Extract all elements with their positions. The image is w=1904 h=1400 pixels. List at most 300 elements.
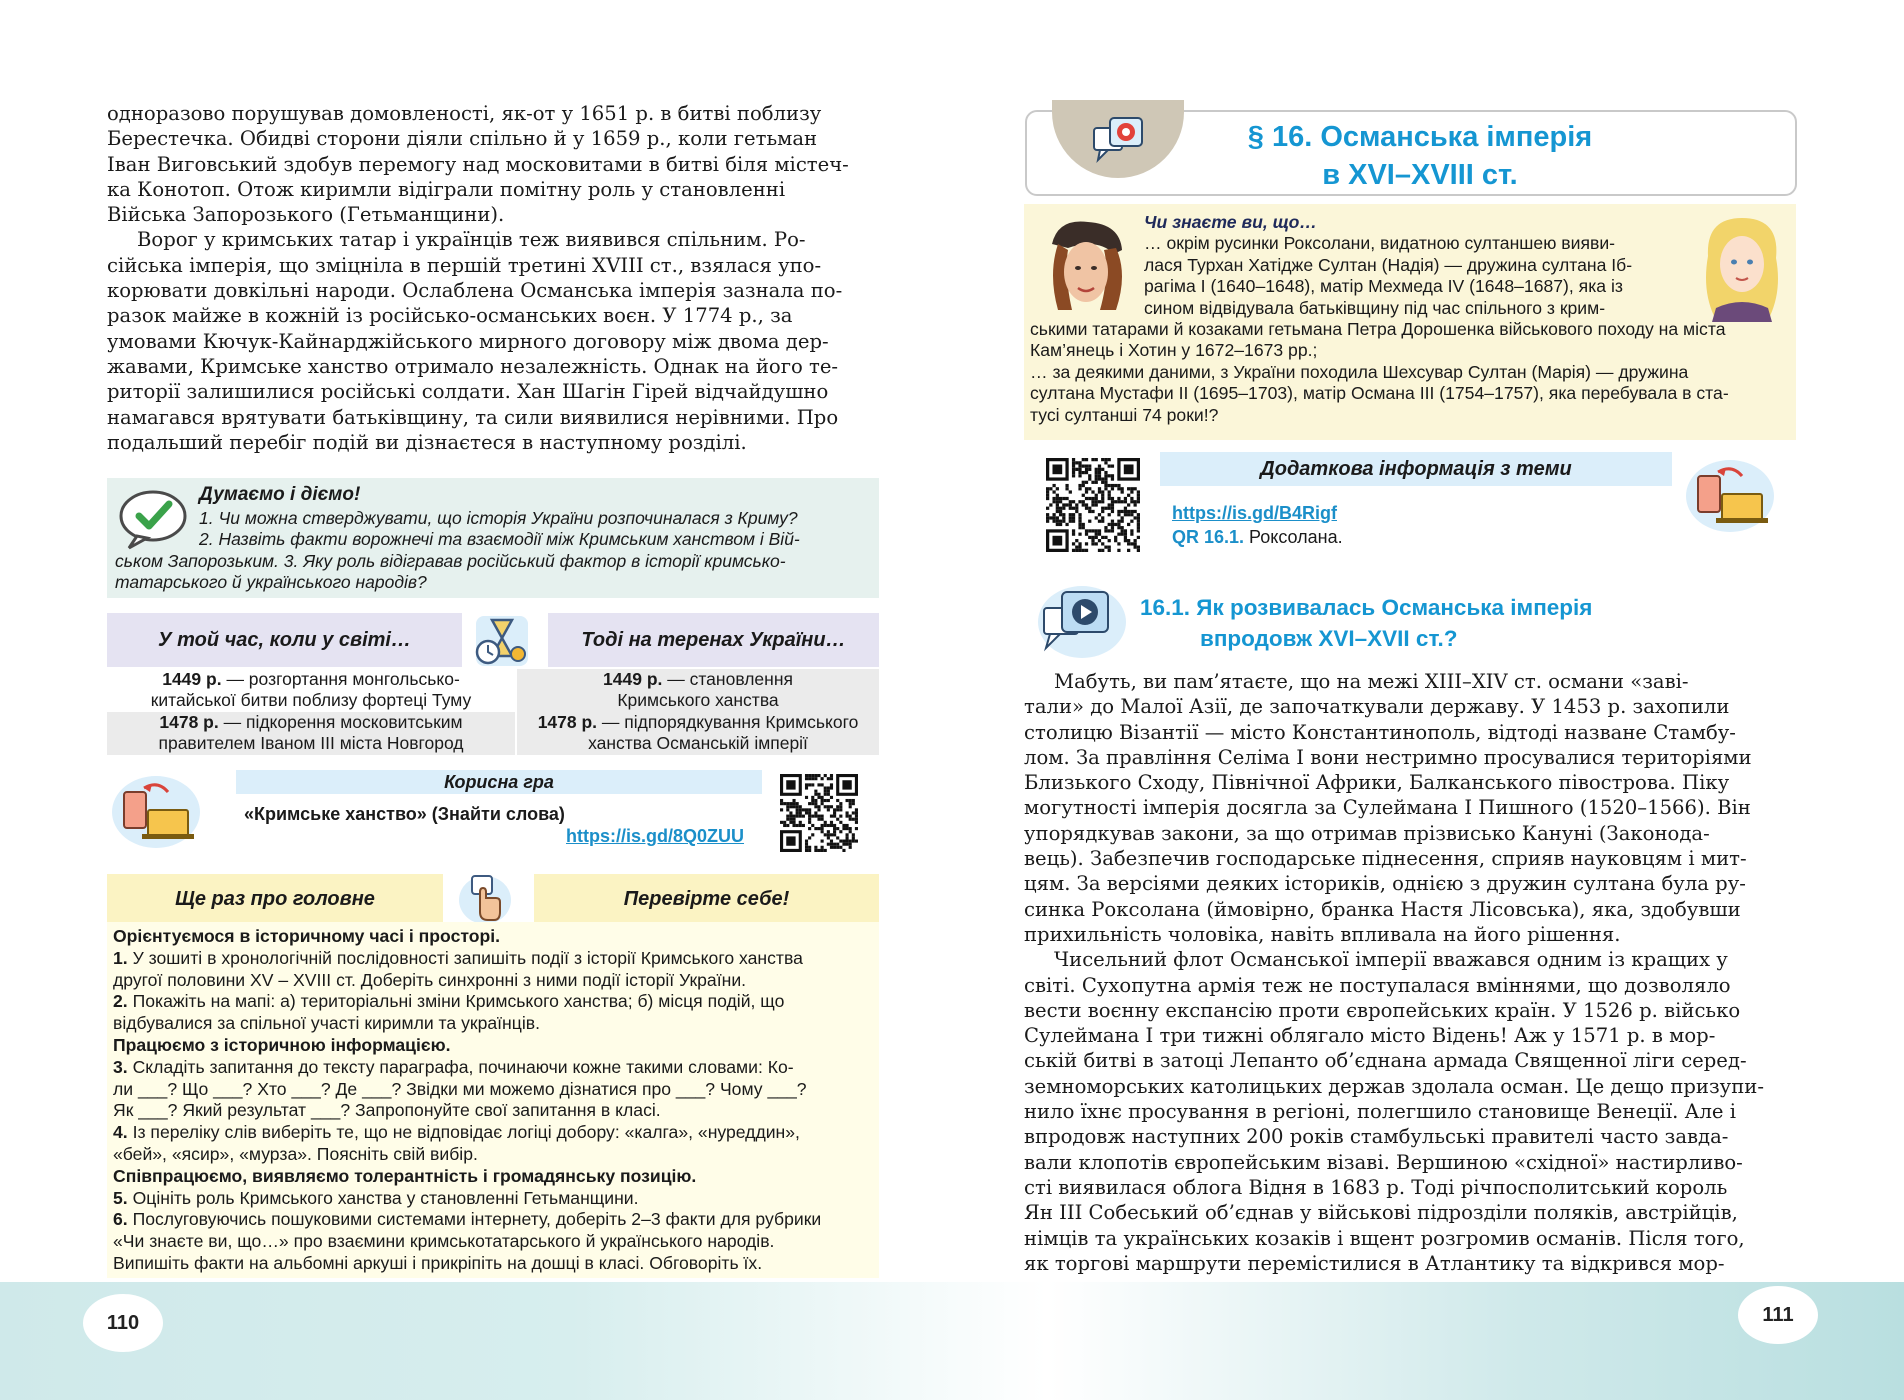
qr-module [1082, 494, 1085, 497]
qr-module [855, 840, 858, 843]
qr-module [821, 827, 824, 830]
qr-module [1124, 513, 1127, 516]
qr-module [1085, 464, 1088, 467]
qr-module [1098, 468, 1101, 471]
qr-module [842, 824, 845, 827]
qr-module [1130, 510, 1133, 513]
qr-module [817, 849, 820, 852]
qr-module [1098, 513, 1101, 516]
qr-module [855, 808, 858, 811]
qr-module [792, 799, 795, 802]
qr-module [1056, 494, 1059, 497]
qr-module [824, 774, 827, 777]
know-line: Кам’янець і Хотин у 1672–1673 рр.; [1030, 340, 1318, 361]
qr-module [783, 824, 786, 827]
qr-module [852, 818, 855, 821]
task-line [113, 1057, 873, 1079]
qr-caption-text: Роксолана. [1244, 527, 1343, 547]
qr-module [792, 802, 795, 805]
ukraine-event-2 [517, 712, 879, 755]
qr-module [1130, 490, 1133, 493]
task-line-text: Складіть запитання до тексту параграфа, починаючи кожне такими словами: Ко- [127, 1056, 794, 1077]
qr-module [1101, 507, 1104, 510]
qr-module [1137, 490, 1140, 493]
qr-module [821, 830, 824, 833]
qr-module [786, 824, 789, 827]
right-body-text [1024, 669, 1796, 1276]
qr-module [1111, 484, 1114, 487]
text-line: сійська імперія, що зміцніла в першій третині XVIII ст., взялася упо- [107, 253, 822, 277]
qr-module [830, 774, 833, 777]
event-text: Кримського ханства [617, 690, 779, 710]
qr-module [786, 805, 789, 808]
qr-module [802, 815, 805, 818]
qr-module [821, 783, 824, 786]
qr-module [1062, 516, 1065, 519]
qr-module [1046, 520, 1049, 523]
qr-module [1056, 523, 1059, 526]
device-transfer-icon [110, 770, 202, 850]
qr-module [1098, 464, 1101, 467]
qr-module [1130, 497, 1133, 500]
qr-module [1059, 507, 1062, 510]
know-line: сином відвідувала батьківщину під час спільного з крим- [1144, 297, 1606, 318]
text-line: лом. За правління Селіма I вони нестримно просувалися територіями [1024, 745, 1752, 769]
text-line: столицю Візантії — місто Константинополь, відтоді назване Стамбу- [1024, 720, 1736, 744]
qr-module [780, 799, 783, 802]
qr-module [1082, 526, 1085, 529]
qr-module [811, 833, 814, 836]
qr-module [789, 802, 792, 805]
additional-info-link[interactable]: https://is.gd/B4Rigf [1172, 503, 1337, 523]
qr-module [821, 846, 824, 849]
ukraine-event-1 [517, 669, 879, 712]
qr-module [821, 818, 824, 821]
qr-module [849, 846, 852, 849]
task-line-text: «Чи знаєте ви, що…» про взаємини кримськотатарського й українського народів. [113, 1231, 775, 1252]
qr-module [824, 833, 827, 836]
qr-module [1111, 500, 1114, 503]
qr-module [1049, 503, 1052, 506]
qr-module [839, 846, 842, 849]
qr-module [1085, 507, 1088, 510]
did-you-know-box [1024, 204, 1796, 440]
qr-module [786, 808, 789, 811]
qr-module [824, 793, 827, 796]
text-line: умовами Кючук-Кайнарджійського мирного договору між двома дер- [107, 329, 829, 353]
qr-module [1082, 464, 1085, 467]
qr-module [1117, 500, 1120, 503]
qr-module [833, 830, 836, 833]
qr-module [792, 824, 795, 827]
qr-module [1078, 546, 1081, 549]
qr-module [1085, 458, 1088, 461]
qr-module [1082, 481, 1085, 484]
qr-module [814, 846, 817, 849]
qr-module [827, 786, 830, 789]
qr-module [1056, 500, 1059, 503]
qr-module [1072, 468, 1075, 471]
qr-module [852, 799, 855, 802]
qr-module [1075, 461, 1078, 464]
qr-module [1114, 539, 1117, 542]
qr-module [833, 811, 836, 814]
qr-module [1127, 513, 1130, 516]
qr-module [833, 846, 836, 849]
qr-module [817, 783, 820, 786]
qr-module [846, 811, 849, 814]
task-line-text: Як ___? Який результат ___? Запропонуйте свої запитання в класі. [113, 1100, 661, 1121]
task-line-text: другої половини XV – XVIII ст. Доберіть синхронні з ними події історії України. [113, 969, 747, 990]
text-line: Сулеймана I три тижні облягало місто Відень! Аж у 1571 р. в мор- [1024, 1024, 1716, 1048]
qr-module [1124, 510, 1127, 513]
qr-module [1078, 464, 1081, 467]
qr-module [1127, 510, 1130, 513]
qr-module [1104, 471, 1107, 474]
qr-module [792, 805, 795, 808]
qr-module [811, 777, 814, 780]
qr-module [1065, 523, 1068, 526]
qr-module [855, 818, 858, 821]
qr-module [799, 821, 802, 824]
ukraine-timeline-header: Тоді на теренах України… [548, 613, 879, 667]
qr-module [849, 830, 852, 833]
qr-module [1052, 513, 1055, 516]
summary-header: Ще раз про головне [107, 874, 443, 924]
task-line [113, 1144, 873, 1166]
qr-module [1111, 503, 1114, 506]
qr-module [833, 843, 836, 846]
task-line-bold: 4. [113, 1122, 128, 1143]
qr-module [827, 843, 830, 846]
qr-module [824, 786, 827, 789]
qr-module [1075, 468, 1078, 471]
qr-module [1104, 461, 1107, 464]
summary-tasks [107, 922, 879, 1278]
text-line: Берестечка. Обидві сторони діяли спільно й у 1659 р., коли гетьман [107, 127, 818, 151]
qr-module [1121, 510, 1124, 513]
qr-module [836, 808, 839, 811]
qr-module [1091, 481, 1094, 484]
qr-module [814, 777, 817, 780]
qr-module [1078, 500, 1081, 503]
qr-module [827, 790, 830, 793]
qr-module [830, 821, 833, 824]
qr-module [1085, 503, 1088, 506]
qr-module [1052, 490, 1055, 493]
qr-module [1101, 458, 1104, 461]
qr-module [1101, 542, 1104, 545]
qr-module [1137, 523, 1140, 526]
qr-module [805, 796, 808, 799]
qr-module [849, 802, 852, 805]
qr-module [1101, 494, 1104, 497]
text-line: одноразово порушував домовленості, як-от у 1651 р. в битві поблизу [107, 102, 822, 125]
qr-module [1078, 513, 1081, 516]
qr-module [1049, 487, 1052, 490]
qr-module [1069, 516, 1072, 519]
qr-module [808, 818, 811, 821]
qr-module [1062, 507, 1065, 510]
task-line-bold: Орієнтуємося в історичному часі і просторі. [113, 926, 501, 946]
qr-module [852, 836, 855, 839]
qr-module [814, 802, 817, 805]
qr-module [842, 840, 845, 843]
hourglass-clock-icon [470, 608, 534, 672]
qr-module [814, 790, 817, 793]
qr-module [842, 843, 845, 846]
qr-module [786, 815, 789, 818]
qr-module [1121, 490, 1124, 493]
qr-module [849, 827, 852, 830]
hand-pointer-icon [456, 870, 514, 926]
qr-module [1095, 477, 1098, 480]
qr-module [839, 808, 842, 811]
qr-module [824, 824, 827, 827]
qr-module [1108, 539, 1111, 542]
qr-module [1130, 513, 1133, 516]
qr-module [1130, 487, 1133, 490]
qr-module [1114, 484, 1117, 487]
qr-module [808, 802, 811, 805]
event-year: 1449 р. [162, 669, 222, 689]
qr-module [1134, 510, 1137, 513]
qr-module [855, 821, 858, 824]
qr-module [836, 836, 839, 839]
qr-module [1111, 529, 1114, 532]
qr-module [780, 802, 783, 805]
qr-module [1085, 490, 1088, 493]
qr-module [1056, 503, 1059, 506]
qr-module [1075, 507, 1078, 510]
qr-module [1091, 542, 1094, 545]
qr-module [852, 833, 855, 836]
qr-module [1108, 549, 1111, 552]
qr-module [1108, 474, 1111, 477]
qr-module [1082, 500, 1085, 503]
check-yourself-header: Перевірте себе! [534, 874, 879, 924]
qr-module [814, 774, 817, 777]
qr-module [808, 777, 811, 780]
qr-module [814, 811, 817, 814]
did-you-know-title: Чи знаєте ви, що… [1144, 212, 1317, 232]
qr-module [1059, 510, 1062, 513]
qr-module [846, 815, 849, 818]
qr-module [1056, 510, 1059, 513]
portrait-left [1038, 214, 1132, 318]
qr-module [796, 815, 799, 818]
qr-module [1078, 526, 1081, 529]
text-line: прихильність чоловіка, навіть впливала на його рішення. [1024, 922, 1621, 946]
qr-module [1078, 468, 1081, 471]
qr-module [1124, 536, 1127, 539]
qr-module [1121, 529, 1124, 532]
qr-module [1134, 503, 1137, 506]
task-line-text: У зошиті в хронологічній послідовності запишіть події з історії Кримського ханства [127, 947, 803, 968]
qr-module [1056, 487, 1059, 490]
text-line: Ян III Собеський об’єднав у військові підрозділи поляків, австрійців, [1024, 1201, 1738, 1225]
qr-module [1137, 536, 1140, 539]
qr-module [805, 843, 808, 846]
think-line: 2. Назвіть факти ворожнечі та взаємодії між Кримським ханством і Вій- [199, 529, 800, 549]
qr-module [1095, 458, 1098, 461]
qr-module [1065, 484, 1068, 487]
portrait-right [1696, 212, 1788, 322]
qr-module [805, 811, 808, 814]
qr-module [811, 802, 814, 805]
qr-module [1127, 549, 1130, 552]
qr-module [1095, 474, 1098, 477]
qr-module [792, 815, 795, 818]
qr-module [1072, 461, 1075, 464]
qr-module [1078, 471, 1081, 474]
text-line: впродовж наступних 200 років стамбульські правителі часто завда- [1024, 1125, 1729, 1149]
qr-module [824, 821, 827, 824]
qr-code-game[interactable] [780, 774, 858, 852]
qr-module [1098, 474, 1101, 477]
qr-module [1062, 497, 1065, 500]
text-line: Ворог у кримських татар і українців теж виявився спільним. Ро- [137, 228, 806, 252]
qr-module [836, 799, 839, 802]
qr-module [1049, 516, 1052, 519]
qr-module [1075, 539, 1078, 542]
qr-module [1095, 516, 1098, 519]
task-line-text: Випишіть факти на альбомні аркуші і прикріпіть на дошці в класі. Обговоріть їх. [113, 1252, 763, 1273]
qr-module [808, 811, 811, 814]
game-link[interactable]: https://is.gd/8Q0ZUU [566, 826, 745, 846]
qr-module [833, 833, 836, 836]
world-timeline-header: У той час, коли у світі… [107, 613, 462, 667]
event-text: — підпорядкування Кримського [597, 712, 859, 732]
qr-module [1095, 500, 1098, 503]
text-line: Мабуть, ви пам’ятаєте, що на межі XIII–XIV ст. османи «заві- [1054, 670, 1689, 693]
qr-module [1114, 500, 1117, 503]
did-you-know-indented [1144, 212, 1684, 319]
qr-module [1137, 500, 1140, 503]
qr-module [1095, 529, 1098, 532]
qr-module [1072, 549, 1075, 552]
qr-module [1101, 490, 1104, 493]
qr-module [780, 821, 783, 824]
qr-module [827, 836, 830, 839]
qr-module [1075, 549, 1078, 552]
qr-module [811, 799, 814, 802]
qr-module [1130, 520, 1133, 523]
qr-module [1098, 487, 1101, 490]
qr-module [1082, 549, 1085, 552]
qr-module [1052, 500, 1055, 503]
text-line: вець). Забезпечив господарське піднесення, сприяв науковцям і мит- [1024, 847, 1747, 871]
qr-module [1078, 533, 1081, 536]
qr-module [1108, 497, 1111, 500]
qr-module [1098, 477, 1101, 480]
qr-module [1052, 516, 1055, 519]
qr-module [1137, 497, 1140, 500]
qr-module [1078, 523, 1081, 526]
qr-module [821, 796, 824, 799]
qr-module [824, 805, 827, 808]
qr-module [1104, 481, 1107, 484]
qr-module [1121, 500, 1124, 503]
qr-module [1062, 513, 1065, 516]
qr-module [1075, 510, 1078, 513]
qr-module [852, 811, 855, 814]
qr-module [786, 780, 795, 789]
qr-module [814, 827, 817, 830]
know-line: рагіма I (1640–1648), матір Мехмеда IV (1648–1687), яка із [1144, 276, 1623, 297]
task-line [113, 1013, 873, 1035]
qr-module [1085, 497, 1088, 500]
qr-module [1065, 487, 1068, 490]
qr-module [1124, 539, 1127, 542]
qr-module [789, 815, 792, 818]
qr-module [1078, 484, 1081, 487]
qr-module [1101, 477, 1104, 480]
qr-module [1124, 533, 1127, 536]
qr-caption [1172, 527, 1343, 548]
qr-module [1124, 464, 1134, 474]
qr-module [842, 827, 845, 830]
qr-module [1082, 471, 1085, 474]
page-number-left: 110 [83, 1294, 163, 1352]
qr-code-roksolana[interactable] [1046, 458, 1140, 552]
qr-module [1111, 477, 1114, 480]
qr-module [1137, 549, 1140, 552]
qr-module [1046, 497, 1049, 500]
qr-module [796, 824, 799, 827]
qr-module [1095, 533, 1098, 536]
qr-module [839, 815, 842, 818]
qr-module [814, 849, 817, 852]
qr-module [805, 783, 808, 786]
qr-module [808, 827, 811, 830]
qr-module [1095, 503, 1098, 506]
task-line-text: ли ___? Що ___? Хто ___? Де ___? Звідки ми можемо дізнатися про ___? Чому ___? [113, 1078, 807, 1099]
qr-module [1065, 497, 1068, 500]
qr-module [846, 833, 849, 836]
qr-module [1130, 529, 1133, 532]
qr-module [1101, 516, 1104, 519]
qr-module [1069, 513, 1072, 516]
qr-module [1062, 520, 1065, 523]
qr-module [1072, 474, 1075, 477]
qr-module [1072, 500, 1075, 503]
qr-module [814, 805, 817, 808]
text-line: земноморських католицьких держав здолала осман. Це дещо призупи- [1024, 1074, 1764, 1098]
qr-module [1137, 526, 1140, 529]
qr-module [1130, 542, 1133, 545]
qr-module [855, 815, 858, 818]
qr-module [1130, 533, 1133, 536]
qr-module [852, 840, 855, 843]
qr-module [833, 808, 836, 811]
qr-module [1052, 497, 1055, 500]
qr-module [1098, 533, 1101, 536]
qr-module [1078, 549, 1081, 552]
qr-module [802, 808, 805, 811]
qr-module [1108, 523, 1111, 526]
qr-module [833, 827, 836, 830]
qr-module [814, 815, 817, 818]
qr-module [1134, 487, 1137, 490]
qr-module [1091, 510, 1094, 513]
qr-module [830, 796, 833, 799]
qr-module [805, 849, 808, 852]
qr-module [811, 796, 814, 799]
qr-module [839, 821, 842, 824]
task-line-text: Оцініть роль Кримського ханства у становленні Гетьманщини. [127, 1187, 639, 1208]
qr-module [1121, 533, 1124, 536]
